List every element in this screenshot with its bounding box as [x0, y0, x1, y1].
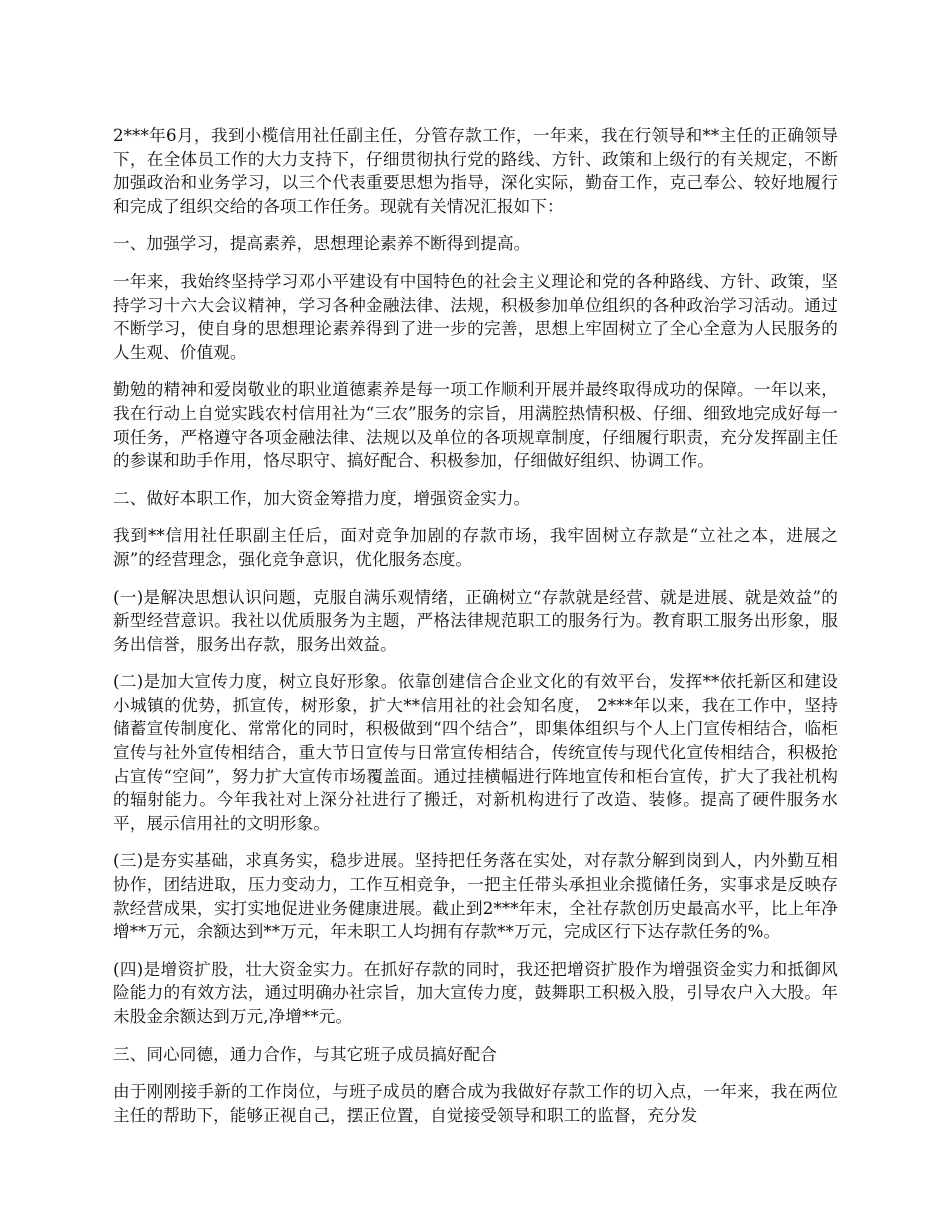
list-item-paragraph: (二)是加大宣传力度，树立良好形象。依靠创建信合企业文化的有效平台，发挥**依托新区和建设小城镇的优势，抓宣传，树形象，扩大**信用社的社会知名度， 2***年以来，我在工作中，坚持储蓄宣传制度化、常常化的同时，积极做到“四个结合”，即集体组织与个人上门宣传相结合，临柜宣传与社外宣传相结合，重大节日宣传与日常宣传相结合，传统宣传与现代化宣传相结合，积极抢占宣传“空间”，努力扩大宣传市场覆盖面。通过挂横幅进行阵地宣传和柜台宣传，扩大了我社机构的辐射能力。今年我社对上深分社进行了搬迁，对新机构进行了改造、装修。提高了硬件服务水平，展示信用社的文明形象。: [113, 672, 838, 833]
section-heading-3: 三、同心同德，通力合作，与其它班子成员搞好配合: [113, 1044, 497, 1064]
list-item-paragraph: (一)是解决思想认识问题，克服自满乐观情绪，正确树立“存款就是经营、就是进展、就是效益”的新型经营意识。我社以优质服务为主题，严格法律规范职工的服务行为。教育职工服务出形象，服务出信誉，服务出存款，服务出效益。: [113, 587, 838, 654]
list-item-paragraph: (三)是夯实基础，求真务实，稳步进展。坚持把任务落在实处，对存款分解到岗到人，内外勤互相协作，团结进取，压力变动力，工作互相竞争，一把主任带头承担业余揽储任务，实事求是反映存款经营成果，实打实地促进业务健康进展。截止到2***年末，全社存款创历史最高水平，比上年净增**万元，余额达到**万元，年未职工人均拥有存款**万元，完成区行下达存款任务的%。: [113, 851, 838, 942]
section-heading-1: 一、加强学习，提高素养，思想理论素养不断得到提高。: [113, 234, 531, 254]
intro-paragraph: 2***年6月，我到小榄信用社任副主任，分管存款工作，一年来，我在行领导和**主任的正确领导下，在全体员工作的大力支持下，仔细贯彻执行党的路线、方针、政策和上级行的有关规定，不断加强政治和业务学习，以三个代表重要思想为指导，深化实际，勤奋工作，克己奉公、较好地履行和完成了组织交给的各项工作任务。现就有关情况汇报如下：: [113, 126, 838, 216]
body-paragraph: 由于刚刚接手新的工作岗位，与班子成员的磨合成为我做好存款工作的切入点，一年来，我在两位主任的帮助下，能够正视自己，摆正位置，自觉接受领导和职工的监督，充分发: [113, 1082, 838, 1125]
body-paragraph: 勤勉的精神和爱岗敬业的职业道德素养是每一项工作顺利开展并最终取得成功的保障。一年以来，我在行动上自觉实践农村信用社为“三农”服务的宗旨，用满腔热情积极、仔细、细致地完成好每一项任务，严格遵守各项金融法律、法规以及单位的各项规章制度，仔细履行职责，充分发挥副主任的参谋和助手作用，恪尽职守、搞好配合、积极参加，仔细做好组织、协调工作。: [113, 380, 838, 471]
list-item-paragraph: (四)是增资扩股，壮大资金实力。在抓好存款的同时，我还把增资扩股作为增强资金实力和抵御风险能力的有效方法，通过明确办社宗旨，加大宣传力度，鼓舞职工积极入股，引导农户入大股。年未股金余额达到万元,净增**元。: [113, 959, 838, 1026]
section-heading-2: 二、做好本职工作，加大资金筹措力度，增强资金实力。: [113, 488, 531, 508]
document-page: [113, 124, 838, 1141]
body-paragraph: 一年来，我始终坚持学习邓小平建设有中国特色的社会主义理论和党的各种路线、方针、政策，坚持学习十六大会议精神，学习各种金融法律、法规，积极参加单位组织的各种政治学习活动。通过不断学习，使自身的思想理论素养得到了进一步的完善，思想上牢固树立了全心全意为人民服务的人生观、价值观。: [113, 271, 838, 362]
body-paragraph: 我到**信用社任职副主任后，面对竞争加剧的存款市场，我牢固树立存款是“立社之本，进展之源”的经营理念，强化竞争意识，优化服务态度。: [113, 526, 838, 569]
